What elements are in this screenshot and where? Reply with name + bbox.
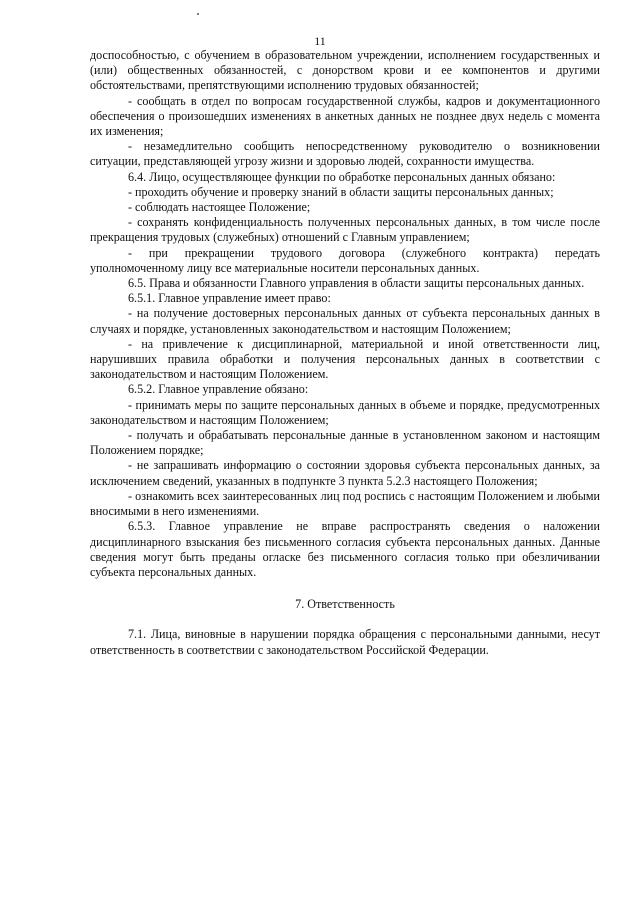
paragraph: - ознакомить всех заинтересованных лиц под роспись с настоящим Положением и любыми вносимыми в него изменениями.	[90, 488, 600, 519]
document-body	[90, 48, 600, 658]
paragraph: - принимать меры по защите персональных данных в объеме и порядке, предусмотренных законодательством и настоящим Положением;	[90, 397, 600, 427]
page-number: 11	[314, 34, 326, 48]
paragraph: 6.5.2. Главное управление обязано:	[128, 382, 309, 397]
paragraph: - на получение достоверных персональных данных от субъекта персональных данных в случаях и порядке, установленных законодательством и настоящим Положением;	[90, 306, 600, 336]
paragraph: - на привлечение к дисциплинарной, материальной и иной ответственности лиц, нарушивших правила обработки и получения персональных данных в соответствии с законодательством и настоящим Положением.	[90, 336, 600, 382]
paragraph: - проходить обучение и проверку знаний в области защиты персональных данных;	[128, 184, 554, 199]
paragraph: 6.5. Права и обязанности Главного управления в области защиты персональных данных.	[128, 276, 585, 291]
scan-speck	[197, 13, 199, 15]
paragraph: - при прекращении трудового договора (служебного контракта) передать уполномоченному лицу все материальные носители персональных данных.	[90, 245, 600, 275]
paragraph: - получать и обрабатывать персональные данные в установленном законом и настоящим Положением порядке;	[90, 428, 600, 458]
paragraph: - сохранять конфиденциальность полученных персональных данных, в том числе после прекращения трудовых (служебных) отношений с Главным управлением;	[90, 215, 600, 245]
section-title: 7. Ответственность	[295, 597, 395, 612]
paragraph: - незамедлительно сообщить непосредственному руководителю о возникновении ситуации, представляющей угрозу жизни и здоровью людей, сохранности имущества.	[90, 139, 600, 169]
paragraph: - сообщать в отдел по вопросам государственной службы, кадров и документационного обеспечения о произошедших изменениях в анкетных данных не позднее двух недель с момента их изменения;	[90, 93, 600, 139]
paragraph: - соблюдать настоящее Положение;	[128, 200, 311, 215]
paragraph: 6.5.1. Главное управление имеет право:	[128, 291, 331, 306]
paragraph: - не запрашивать информацию о состоянии здоровья субъекта персональных данных, за исключением сведений, указанных в подпункте 3 пункта 5.2.3 настоящего Положения;	[90, 458, 600, 488]
paragraph: 6.4. Лицо, осуществляющее функции по обработке персональных данных обязано:	[128, 169, 556, 184]
paragraph: 6.5.3. Главное управление не вправе распространять сведения о наложении дисциплинарного взыскания без письменного согласия субъекта персональных данных. Данные сведения могут быть преданы огласке без письменного согласия только при обезличивании субъекта персональных данных.	[90, 519, 600, 579]
final-paragraph: 7.1. Лица, виновные в нарушении порядка обращения с персональными данными, несут ответственность в соответствии с законодательством Российской Федерации.	[90, 627, 600, 657]
paragraph: доспособностью, с обучением в образовательном учреждении, исполнением государственных и (или) общественных обязанностей, с донорством крови и ее компонентов и другими обстоятельствами, препятствующими исполнению трудовых обязанностей;	[90, 48, 600, 93]
